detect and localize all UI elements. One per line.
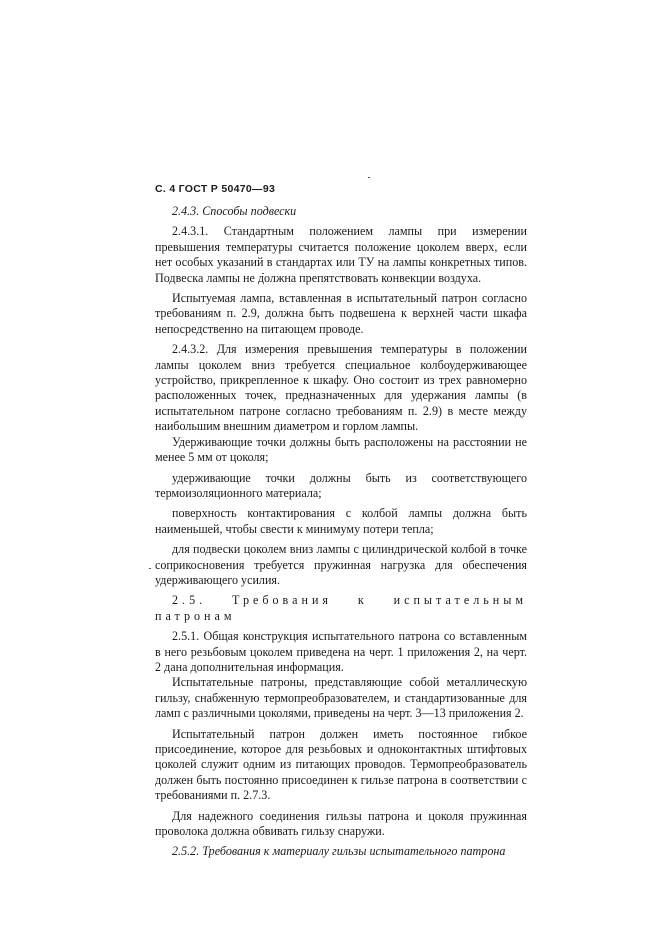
subsection-heading: 2.4.3. Способы подвески xyxy=(172,204,297,218)
page-header: С. 4 ГОСТ Р 50470—93 xyxy=(155,183,276,195)
paragraph: Испытательные патроны, представляющие собой металлическую гильзу, снабженную термопреобразователем, и стандартизованные для ламп с различными цоколями, приведены на черт. 3—13 приложения 2. xyxy=(155,675,527,721)
paragraph: Для надежного соединения гильзы патрона и цоколя пружинная проволока должна обвивать гильзу снаружи. xyxy=(155,808,527,839)
section-heading: 2.5. Требования к испытательным патронам xyxy=(155,593,527,623)
document-body xyxy=(155,204,527,865)
paragraph: для подвески цоколем вниз лампы с цилиндрической колбой в точке соприкосновения требуется пружинная нагрузка для обеспечения удерживающего усилия. xyxy=(155,542,527,587)
paragraph: Испытательный патрон должен иметь постоянное гибкое присоединение, которое для резьбовых и одноконтактных штифтовых цоколей служит одним из питающих проводов. Термопреобразователь должен быть постоянно присоединен к гильзе патрона в соответствии с требованиями п. 2.7.3. xyxy=(155,726,527,803)
paragraph: удерживающие точки должны быть из соответствующего термоизоляционного материала; xyxy=(155,470,527,500)
subsection-heading: 2.5.2. Требования к материалу гильзы испытательного патрона xyxy=(172,844,506,859)
paragraph: 2.4.3.2. Для измерения превышения температуры в положении лампы цоколем вниз требуется специальное колбоудерживающее устройство, прикрепленное к шкафу. Оно состоит из трех равномерно расположенных точек, предназначенных для удержания лампы (в испытательном патроне согласно требованиям п. 2.9) в месте между наибольшим внешним диаметром и горлом лампы. xyxy=(155,342,527,434)
scan-speck xyxy=(368,177,370,178)
scan-speck xyxy=(149,568,151,569)
paragraph: 2.5.1. Общая конструкция испытательного патрона со вставленным в него резьбовым цоколем приведена на черт. 1 приложения 2, на черт. 2 дана дополнительная информация. xyxy=(155,629,527,674)
paragraph: 2.4.3.1. Стандартным положением лампы при измерении превышения температуры считается положение цоколем вверх, если нет особых указаний в стандартах или ТУ на лампы конкретных типов. Подвеска лампы не должна препятствовать конвекции воздуха. xyxy=(155,224,527,285)
paragraph: Удерживающие точки должны быть расположены на расстоянии не менее 5 мм от цоколя; xyxy=(155,434,527,465)
paragraph: поверхность контактирования с колбой лампы должна быть наименьшей, чтобы свести к минимуму потери тепла; xyxy=(155,506,527,536)
paragraph: Испытуемая лампа, вставленная в испытательный патрон согласно требованиям п. 2.9, должна быть подвешена к верхней части шкафа непосредственно на питающем проводе. xyxy=(155,291,527,336)
